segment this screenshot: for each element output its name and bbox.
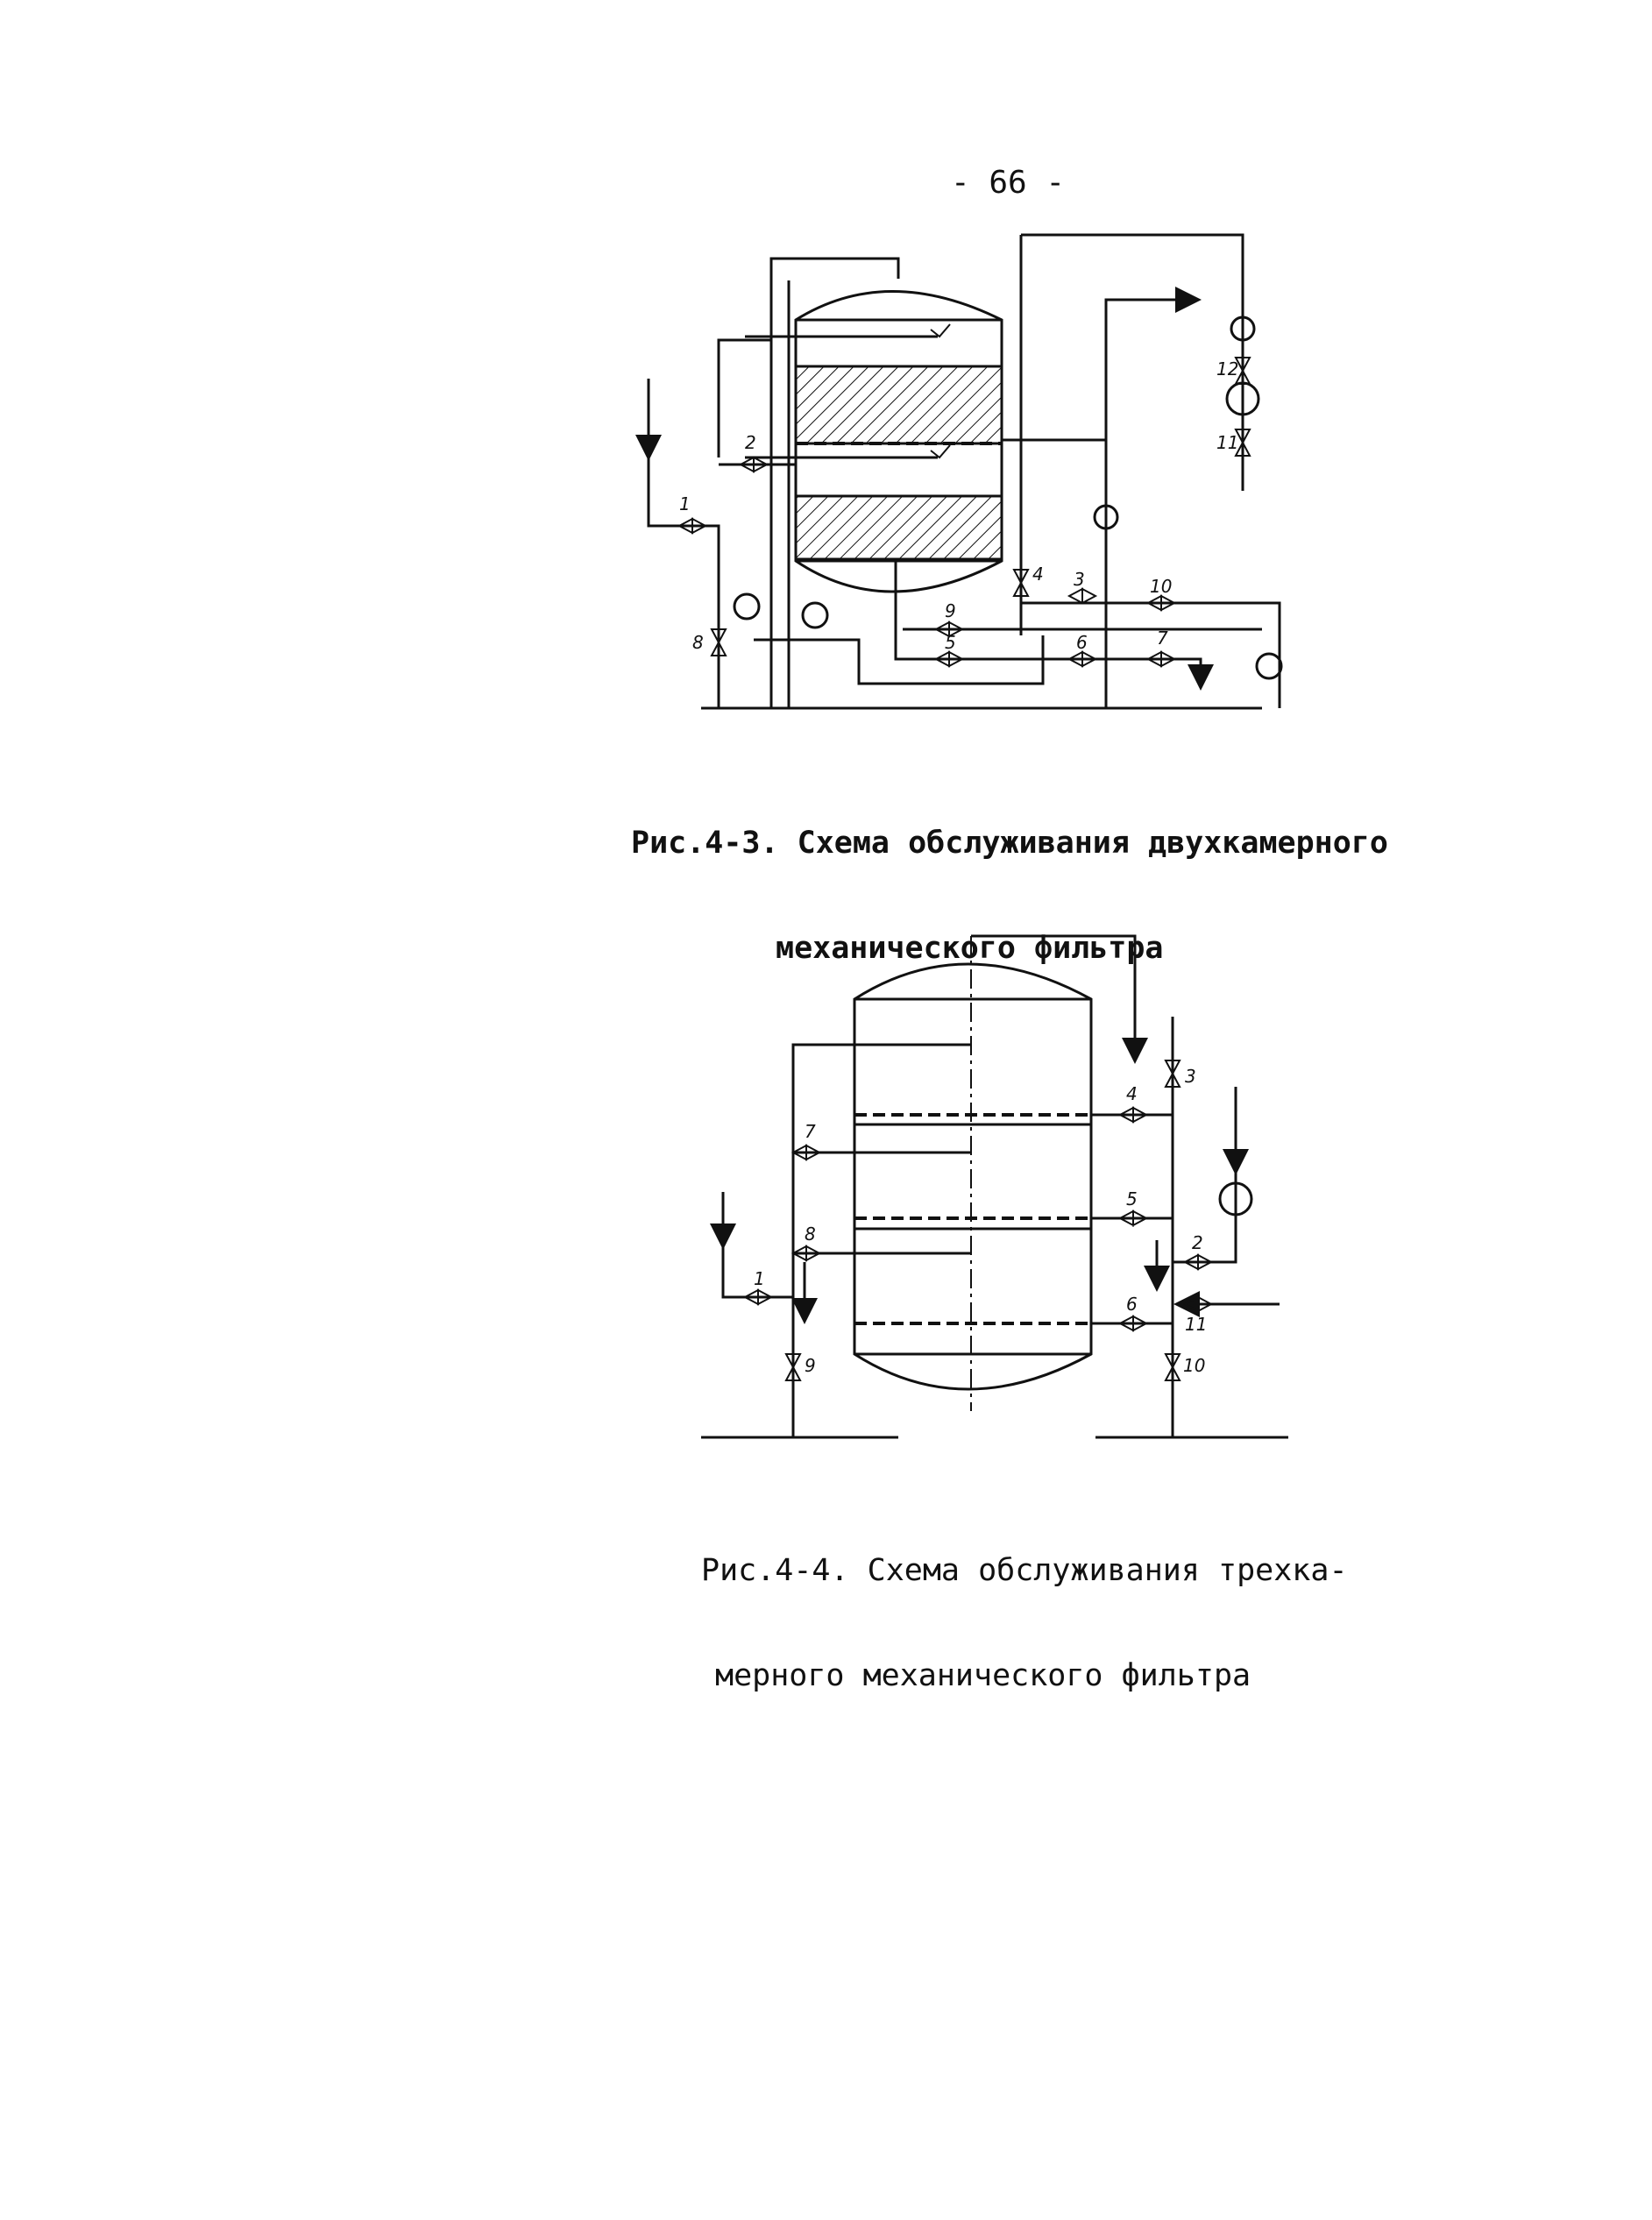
- valve-label-8: 8: [692, 632, 704, 653]
- valve-label-8-fig44: 8: [805, 1223, 816, 1245]
- valve-label-4-fig44: 4: [1126, 1083, 1138, 1104]
- gauge-right: [1257, 654, 1281, 678]
- figure-4-4-caption-line2: мерного механического фильтра: [715, 1658, 1251, 1693]
- valve-label-11: 11: [1216, 432, 1239, 453]
- valve-label-11-fig44: 11: [1185, 1314, 1208, 1335]
- gauge-left: [734, 594, 759, 619]
- valve-label-1: 1: [679, 493, 691, 514]
- figure-4-4-diagram: [701, 936, 1288, 1437]
- valve-label-6-fig44: 6: [1126, 1294, 1138, 1315]
- filter-vessel-3ch: [854, 964, 1091, 1389]
- valve-label-7: 7: [1157, 628, 1168, 649]
- valve-3-fig43: [1069, 589, 1095, 603]
- valve-label-6: 6: [1076, 632, 1088, 653]
- valve-label-1-fig44: 1: [754, 1268, 765, 1289]
- valve-label-10: 10: [1150, 576, 1173, 597]
- valve-label-7-fig44: 7: [805, 1121, 816, 1142]
- filter-bed-upper: [796, 366, 1002, 443]
- valve-label-5-fig44: 5: [1126, 1188, 1138, 1209]
- figure-4-4-caption: [701, 1483, 1348, 1728]
- figure-4-3-caption: [631, 755, 1388, 1001]
- valve-label-3-fig44: 3: [1185, 1066, 1196, 1087]
- valve-label-9: 9: [945, 600, 956, 621]
- filter-bed-lower: [796, 496, 1002, 559]
- valve-label-5: 5: [945, 632, 956, 653]
- valve-label-12: 12: [1216, 358, 1239, 379]
- valve-label-2: 2: [745, 432, 756, 453]
- valve-label-9-fig44: 9: [805, 1355, 816, 1376]
- gauge-mid: [803, 603, 827, 628]
- valve-label-2-fig44: 2: [1192, 1232, 1203, 1253]
- figure-4-3-diagram: [649, 235, 1281, 708]
- valve-label-4: 4: [1032, 564, 1044, 585]
- figure-4-3-caption-line1: Рис.4-3. Схема обслуживания двухкамерного: [631, 826, 1388, 861]
- valve-label-3: 3: [1074, 569, 1085, 590]
- valve-label-10-fig44: 10: [1183, 1355, 1206, 1376]
- figure-4-3-caption-line2: механического фильтра: [776, 931, 1164, 966]
- figure-4-4-caption-line1: Рис.4-4. Схема обслуживания трехка-: [701, 1553, 1348, 1588]
- page-number: - 66 -: [950, 165, 1066, 201]
